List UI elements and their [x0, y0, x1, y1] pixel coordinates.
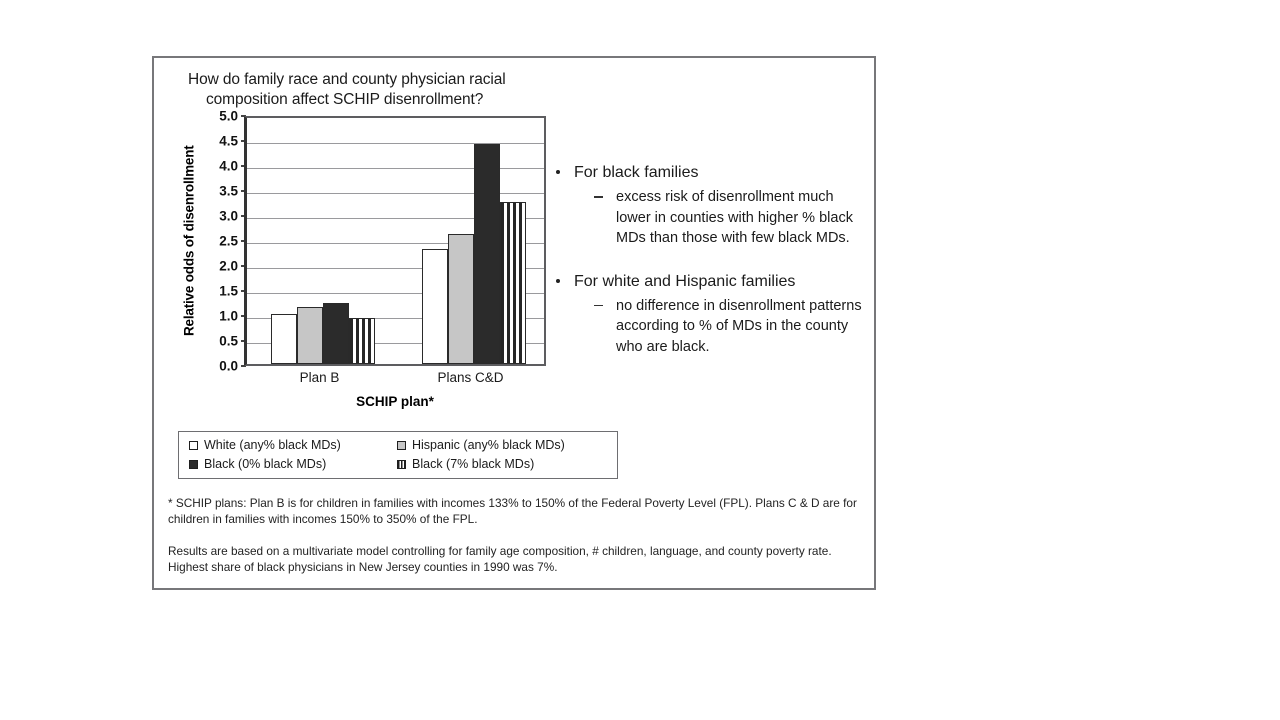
y-tick-label: 1.0	[219, 308, 238, 324]
y-axis-title: Relative odds of disenrollment	[181, 145, 197, 337]
y-tick-label: 0.5	[219, 333, 238, 349]
bullet-dot-icon	[556, 170, 560, 174]
bullet-heading-text: For black families	[574, 164, 699, 181]
plot-area	[180, 108, 580, 416]
bullet-sub-text: no difference in disenrollment patterns according to % of MDs in the county who are black.	[616, 297, 862, 355]
bullet-dot-icon	[556, 279, 560, 283]
legend-swatch-icon	[189, 441, 198, 450]
y-tick-label: 2.5	[219, 233, 238, 249]
footnote-methods: Results are based on a multivariate model controlling for family age composition, # children, language, and county poverty rate. Highest share of black physicians in New Jersey counties in 1990 was 7%.	[168, 544, 832, 574]
bar	[500, 202, 526, 365]
legend-label: Black (0% black MDs)	[204, 457, 327, 471]
chart-title-line-2: composition affect SCHIP disenrollment?	[206, 91, 484, 108]
bullet-dash-icon	[594, 305, 603, 307]
legend-item[interactable]	[189, 457, 326, 471]
chart-title	[188, 70, 618, 110]
bullet-block	[552, 162, 864, 249]
legend-item[interactable]	[189, 438, 341, 452]
y-tick-label: 4.0	[219, 158, 238, 174]
legend-swatch-icon	[397, 460, 406, 469]
y-axis-ticks	[198, 108, 242, 374]
plot-box	[244, 116, 546, 366]
chart-title-line-1: How do family race and county physician racial	[188, 71, 506, 88]
legend-swatch-icon	[397, 441, 406, 450]
bullet-sub	[594, 296, 864, 358]
y-tick-label: 2.0	[219, 258, 238, 274]
bar	[448, 234, 474, 364]
bullet-list	[552, 162, 864, 379]
x-category-label: Plans C&D	[437, 370, 504, 385]
bullet-dash-icon	[594, 196, 603, 198]
legend-label: White (any% black MDs)	[204, 438, 341, 452]
bar	[271, 314, 297, 364]
legend-item[interactable]	[397, 457, 534, 471]
y-tick-label: 5.0	[219, 108, 238, 124]
chart-legend	[178, 431, 618, 479]
legend-swatch-icon	[189, 460, 198, 469]
legend-item[interactable]	[397, 438, 565, 452]
chart-panel	[152, 56, 876, 590]
bullet-heading	[552, 162, 864, 183]
y-tick-label: 3.5	[219, 183, 238, 199]
legend-label: Hispanic (any% black MDs)	[412, 438, 565, 452]
y-tick-label: 3.0	[219, 208, 238, 224]
bar	[349, 318, 375, 364]
bar	[474, 144, 500, 364]
footnote-schip-plans: * SCHIP plans: Plan B is for children in families with incomes 133% to 150% of the Federal Poverty Level (FPL). Plans C & D are for children in families with incomes 150% to 350% of the FPL.	[168, 496, 857, 526]
y-tick-label: 0.0	[219, 358, 238, 374]
x-axis-title: SCHIP plan*	[356, 394, 434, 409]
bar	[422, 249, 448, 364]
legend-label: Black (7% black MDs)	[412, 457, 535, 471]
bar	[297, 307, 323, 365]
y-tick-label: 1.5	[219, 283, 238, 299]
bullet-heading	[552, 271, 864, 292]
bar-group	[247, 118, 398, 364]
bullet-heading-text: For white and Hispanic families	[574, 272, 796, 290]
bullet-block	[552, 271, 864, 358]
x-category-label: Plan B	[299, 370, 340, 385]
bar	[323, 303, 349, 364]
bar-group	[398, 118, 546, 364]
bar-series-container	[247, 118, 544, 364]
bullet-sub-text: excess risk of disenrollment much lower in counties with higher % black MDs than those with few black MDs.	[616, 189, 853, 246]
bullet-sub	[594, 187, 864, 249]
y-tick-label: 4.5	[219, 133, 238, 149]
